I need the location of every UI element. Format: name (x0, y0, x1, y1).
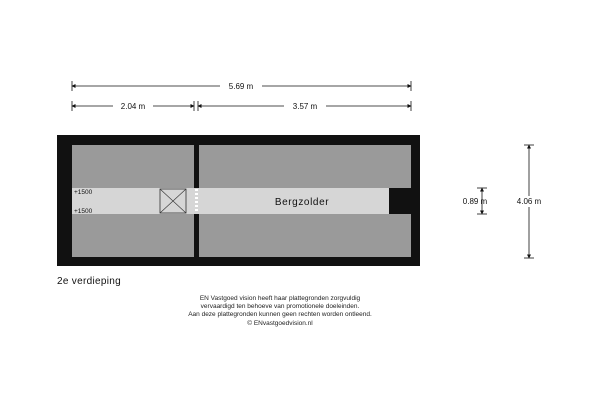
shaft-block (389, 190, 411, 212)
level-marker-lower: +1500 (74, 208, 93, 215)
disclaimer-line: vervaardigd ten behoeve van promotionele doeleinden. (200, 303, 360, 311)
dimension-inner-height (463, 188, 488, 214)
floor-right-top (199, 145, 411, 188)
disclaimer-line: Aan deze plattegronden kunnen geen rechten worden ontleend. (188, 311, 372, 319)
level-marker-upper: +1500 (74, 189, 93, 196)
dimension-total-height (510, 145, 548, 258)
dimension-inner-height-label: 0.89 m (462, 197, 488, 206)
dimension-total-width-label: 5.69 m (228, 82, 254, 91)
dimension-left-width-label: 2.04 m (120, 102, 146, 111)
dimension-right-width (198, 100, 411, 111)
floor-full-height-strip (72, 188, 389, 214)
floor-left-bottom (72, 214, 194, 257)
floor-label: 2e verdieping (57, 276, 121, 287)
floor-right-bottom (199, 214, 411, 257)
disclaimer-line: © ENvastgoedvision.nl (247, 319, 313, 327)
dimension-right-width-label: 3.57 m (292, 102, 318, 111)
room-label-bergzolder: Bergzolder (274, 197, 330, 208)
dimension-total-height-label: 4.06 m (516, 197, 542, 206)
dimension-left-width (72, 100, 194, 111)
disclaimer-line: EN Vastgoed vision heeft haar plattegronden zorgvuldig (199, 295, 361, 302)
floor-left-top (72, 145, 194, 188)
disclaimer (130, 295, 430, 328)
dimension-total-width (72, 80, 411, 91)
